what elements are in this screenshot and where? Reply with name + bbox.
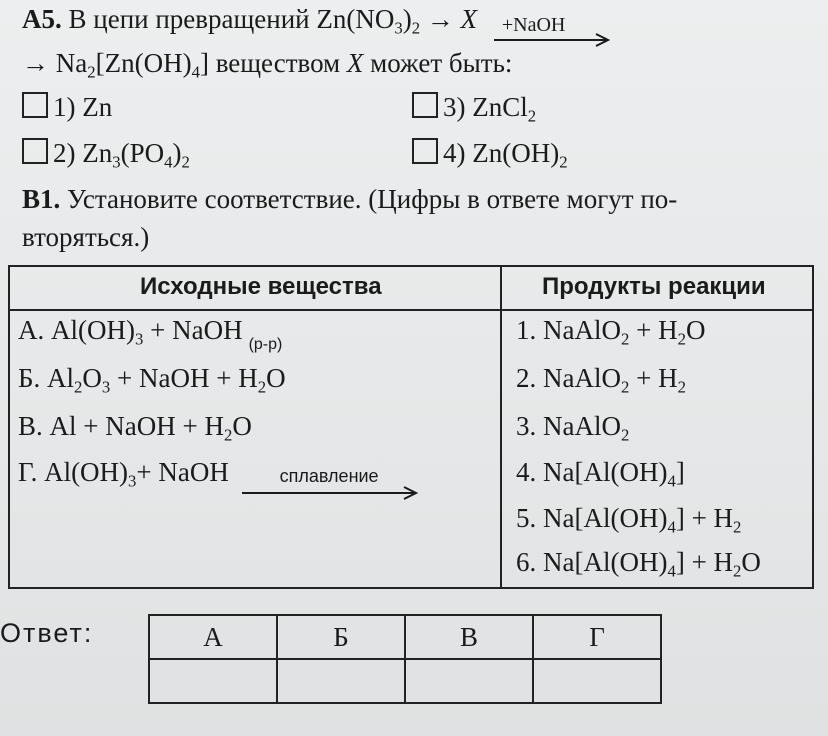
reactant-g: Г. $Al(OH)_3+$ NaOH сплавление [18,455,422,489]
answer-cell-g[interactable] [533,659,661,703]
answer-table [148,614,662,704]
right-arrow-icon [242,483,422,503]
option-1[interactable]: 1) Zn [22,90,112,124]
matching-table [8,265,814,589]
a5-line-2: → $Na_2[Zn(OH)_4]$ веществом X может быть: [22,48,513,82]
header-reactants: Исходные вещества [140,273,382,300]
checkbox-4[interactable] [412,138,438,164]
a5-line-1: А5. В цепи превращений $Zn(NO_3)_2 \to X$ +NaOH [22,2,604,36]
reactant-v: В. Al + NaOH + $H_2O$ [18,411,252,445]
answer-header-v: В [405,615,533,659]
product-3: 3. NaAlO$_2$ [516,411,630,445]
fusion-label: сплавление [279,466,379,486]
product-1: 1. NaAlO$_2$ + $H_2O$ [516,315,706,349]
answer-label: Ответ: [0,618,94,648]
a5-text: В цепи превращений Zn(NO [68,4,395,34]
answer-cell-b[interactable] [277,659,405,703]
header-products: Продукты реакции [542,273,766,300]
header-divider [10,309,812,311]
product-4: 4. $Na[Al(OH)_4]$ [516,457,685,491]
a5-number: А5. [22,4,62,34]
answer-cell-a[interactable] [149,659,277,703]
reactant-b: Б. $Al_2O_3$ + NaOH + $H_2O$ [18,363,286,397]
answer-header-g: Г [533,615,661,659]
answer-cell-v[interactable] [405,659,533,703]
option-2[interactable]: 2) $Zn_3(PO_4)_2$ [22,136,190,170]
option-3[interactable]: 3) ZnCl$_2$ [412,90,536,124]
column-divider [500,267,502,587]
checkbox-1[interactable] [22,92,48,118]
product-2: 2. NaAlO$_2$ + $H_2$ [516,363,686,397]
b1-line-1: В1. Установите соответствие. (Цифры в ответе могут по- [22,184,678,214]
answer-header-b: Б [277,615,405,659]
reagent-label: +NaOH [501,14,566,36]
b1-line-2: вторяться.) [22,222,150,252]
option-4[interactable]: 4) $Zn(OH)_2$ [412,136,568,170]
reactant-a: А. $Al(OH)_3$ + NaOH $_{(р-р)}$ [18,315,283,353]
checkbox-2[interactable] [22,138,48,164]
product-5: 5. $Na[Al(OH)_4] + H_2$ [516,503,742,537]
a5-arrow-x: → X [426,4,478,34]
b1-number: В1. [22,184,61,214]
product-6: 6. $Na[Al(OH)_4] + H_2O$ [516,547,761,581]
answer-header-a: А [149,615,277,659]
checkbox-3[interactable] [412,92,438,118]
